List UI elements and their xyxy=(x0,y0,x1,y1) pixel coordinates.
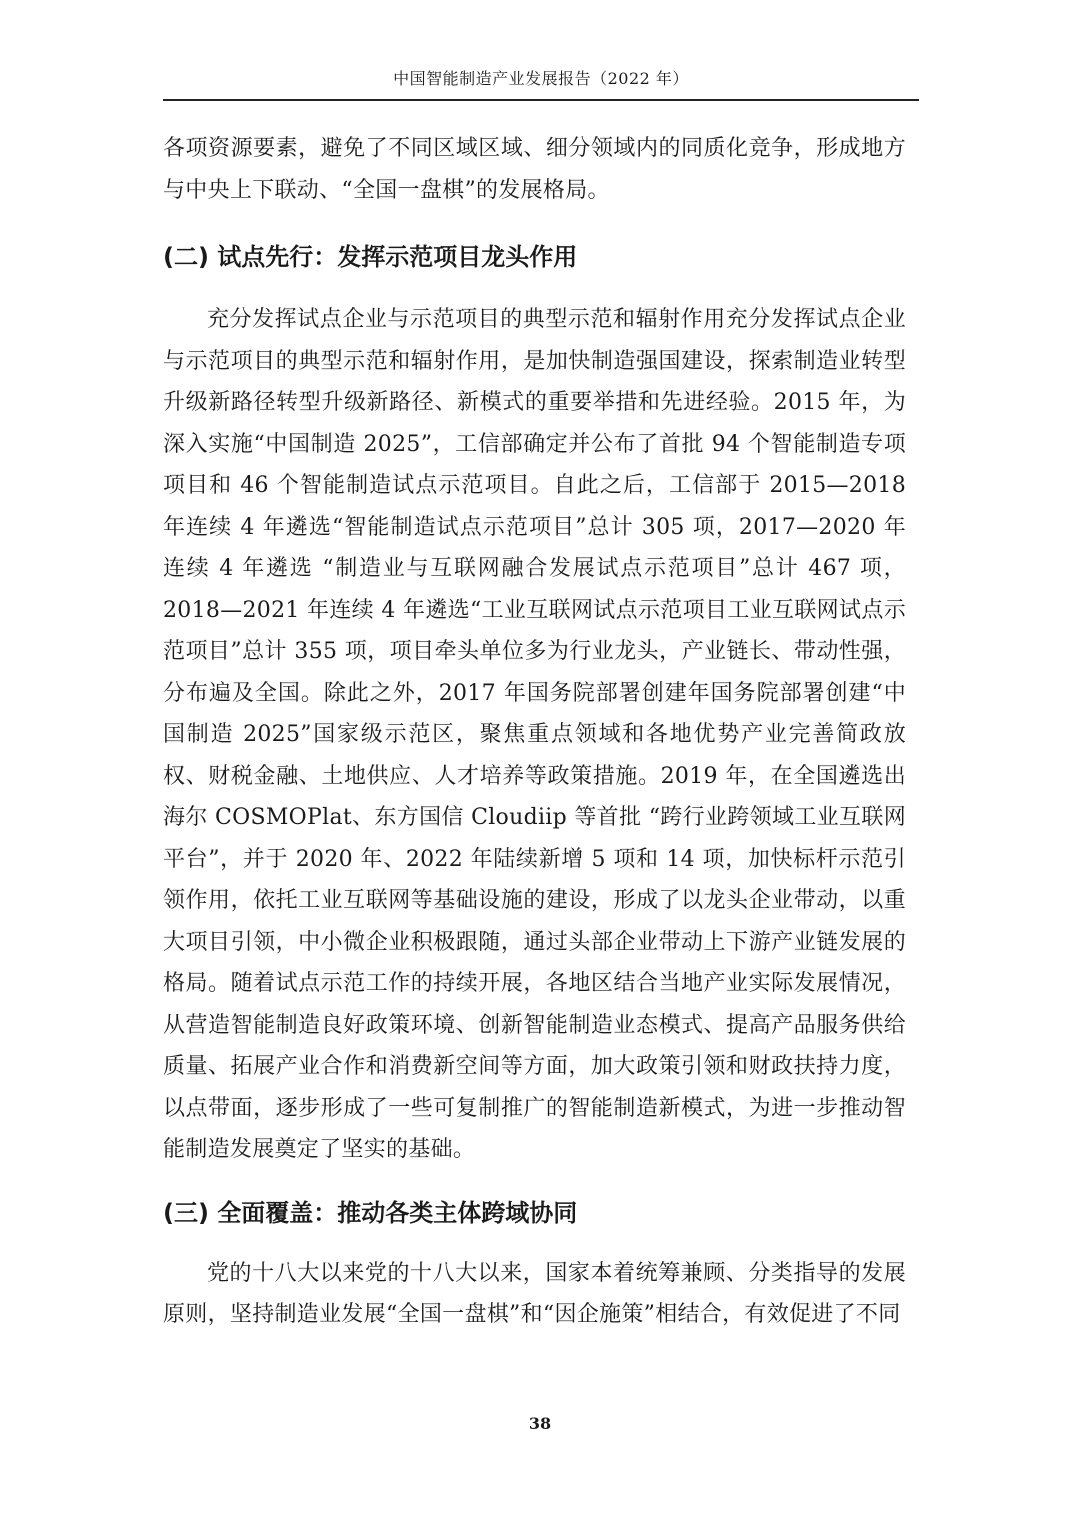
header-rule xyxy=(163,99,919,101)
page-number: 38 xyxy=(528,1414,552,1433)
paragraph-pilot-demonstration: 充分发挥试点企业与示范项目的典型示范和辐射作用充分发挥试点企业与示范项目的典型示范和辐射作用，是加快制造强国建设，探索制造业转型升级新路径转型升级新路径、新模式的重要举措和先进经验。2015 年，为深入实施“中国制造 2025”，工信部确定并公布了首批 94 个智能制造专项项目和 46 个智能制造试点示范项目。自此之后，工信部于 2015—2018 年连续 4 年遴选“智能制造试点示范项目”总计 305 项，2017—2020 年连续 4 年遴选 “制造业与互联网融合发展试点示范项目”总计 467 项，2018—2021 年连续 4 年遴选“工业互联网试点示范项目工业互联网试点示范项目”总计 355 项，项目牵头单位多为行业龙头，产业链长、带动性强，分布遍及全国。除此之外，2017 年国务院部署创建年国务院部署创建“中国制造 2025”国家级示范区，聚焦重点领域和各地优势产业完善简政放权、财税金融、土地供应、人才培养等政策措施。2019 年，在全国遴选出海尔 COSMOPlat、东方国信 Cloudiip 等首批 “跨行业跨领域工业互联网平台”，并于 2020 年、2022 年陆续新增 5 项和 14 项，加快标杆示范引领作用，依托工业互联网等基础设施的建设，形成了以龙头企业带动，以重大项目引领，中小微企业积极跟随，通过头部企业带动上下游产业链发展的格局。随着试点示范工作的持续开展，各地区结合当地产业实际发展情况，从营造智能制造良好政策环境、创新智能制造业态模式、提高产品服务供给质量、拓展产业合作和消费新空间等方面，加大政策引领和财政扶持力度，以点带面，逐步形成了一些可复制推广的智能制造新模式，为进一步推动智能制造发展奠定了坚实的基础。 xyxy=(163,307,906,1162)
page-content xyxy=(163,128,906,1336)
section-heading-2: (二) 试点先行：发挥示范项目龙头作用 xyxy=(163,243,578,271)
section-heading-3: (三) 全面覆盖：推动各类主体跨域协同 xyxy=(163,1198,578,1227)
running-header: 中国智能制造产业发展报告（2022 年） xyxy=(393,69,689,88)
paragraph-full-coverage: 党的十八大以来党的十八大以来，国家本着统筹兼顾、分类指导的发展原则，坚持制造业发展“全国一盘棋”和“因企施策”相结合，有效促进了不同 xyxy=(163,1260,906,1327)
paragraph-continued: 各项资源要素，避免了不同区域区域、细分领域内的同质化竞争，形成地方与中央上下联动、“全国一盘棋”的发展格局。 xyxy=(163,136,906,203)
